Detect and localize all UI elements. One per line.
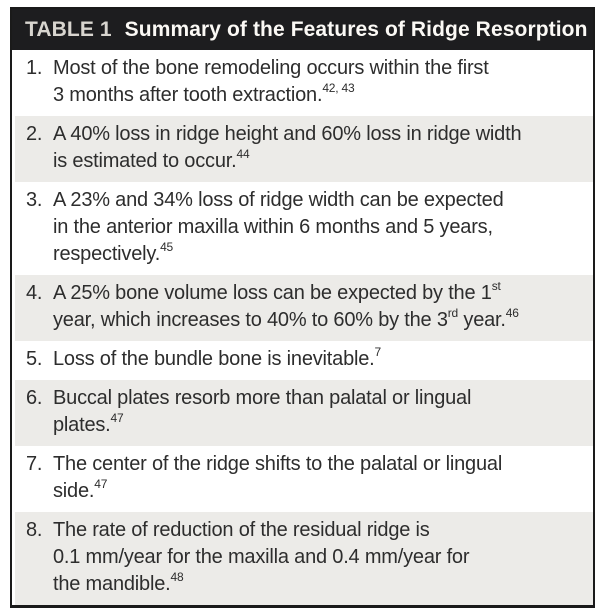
item-text — [53, 517, 579, 598]
item-number: 7. — [26, 453, 43, 475]
item-text — [53, 55, 579, 109]
text-segment: 0.1 mm/year for the maxilla and 0.4 mm/year for — [53, 546, 470, 568]
text-segment: A 23% and 34% loss of ridge width can be expected — [53, 189, 504, 211]
text-line — [53, 544, 579, 571]
text-line — [53, 214, 579, 241]
text-segment: year, which increases to 40% to 60% by the 3 — [53, 309, 448, 331]
item-text — [53, 346, 579, 373]
table-row — [12, 512, 593, 605]
table-row — [12, 275, 593, 341]
citation-ref: 7 — [374, 345, 382, 360]
text-line — [53, 307, 579, 334]
citation-ref: 46 — [505, 306, 519, 321]
citation-ref: 42, 43 — [322, 81, 355, 96]
text-segment: Most of the bone remodeling occurs within the first — [53, 57, 489, 79]
table-row — [12, 182, 593, 275]
text-segment: in the anterior maxilla within 6 months and 5 years, — [53, 216, 493, 238]
table-row — [12, 50, 593, 116]
text-line — [53, 451, 579, 478]
item-number: 8. — [26, 519, 43, 541]
text-line — [53, 121, 579, 148]
text-segment: plates. — [53, 414, 111, 436]
text-segment: side. — [53, 480, 95, 502]
text-segment: Loss of the bundle bone is inevitable. — [53, 348, 375, 370]
text-line — [53, 280, 579, 307]
citation-ref: 44 — [236, 147, 250, 162]
table-tag: TABLE 1 — [25, 17, 112, 41]
citation-ref: 48 — [170, 570, 184, 585]
item-number: 2. — [26, 123, 43, 145]
item-text — [53, 187, 579, 268]
item-number: 4. — [26, 282, 43, 304]
table-row — [12, 446, 593, 512]
citation-ref: 47 — [110, 411, 124, 426]
item-text — [53, 385, 579, 439]
text-line — [53, 571, 579, 598]
item-number: 5. — [26, 348, 43, 370]
item-number: 6. — [26, 387, 43, 409]
text-segment: year. — [458, 309, 506, 331]
text-line — [53, 148, 579, 175]
text-segment: The center of the ridge shifts to the palatal or lingual — [53, 453, 503, 475]
text-segment: the mandible. — [53, 573, 171, 595]
table-header — [12, 9, 593, 50]
text-line — [53, 385, 579, 412]
citation-ref: 45 — [160, 240, 174, 255]
text-segment: is estimated to occur. — [53, 150, 237, 172]
table-title: Summary of the Features of Ridge Resorption — [124, 17, 588, 41]
item-number: 3. — [26, 189, 43, 211]
text-segment: Buccal plates resorb more than palatal or lingual — [53, 387, 472, 409]
item-text — [53, 280, 579, 334]
text-line — [53, 82, 579, 109]
text-segment: A 40% loss in ridge height and 60% loss in ridge width — [53, 123, 522, 145]
ordinal-suffix: st — [491, 279, 501, 294]
text-segment: The rate of reduction of the residual ridge is — [53, 519, 430, 541]
text-segment: A 25% bone volume loss can be expected by the 1 — [53, 282, 492, 304]
text-line — [53, 517, 579, 544]
text-segment: 3 months after tooth extraction. — [53, 84, 323, 106]
item-text — [53, 451, 579, 505]
citation-ref: 47 — [94, 477, 108, 492]
text-line — [53, 412, 579, 439]
text-line — [53, 187, 579, 214]
table-row — [12, 380, 593, 446]
text-line — [53, 478, 579, 505]
text-line — [53, 346, 579, 373]
text-line — [53, 241, 579, 268]
table-row — [12, 116, 593, 182]
text-line — [53, 55, 579, 82]
table-row — [12, 341, 593, 380]
features-table — [10, 7, 595, 608]
table-rows — [12, 50, 593, 605]
item-number: 1. — [26, 57, 43, 79]
text-segment: respectively. — [53, 243, 161, 265]
item-text — [53, 121, 579, 175]
ordinal-suffix: rd — [447, 306, 459, 321]
